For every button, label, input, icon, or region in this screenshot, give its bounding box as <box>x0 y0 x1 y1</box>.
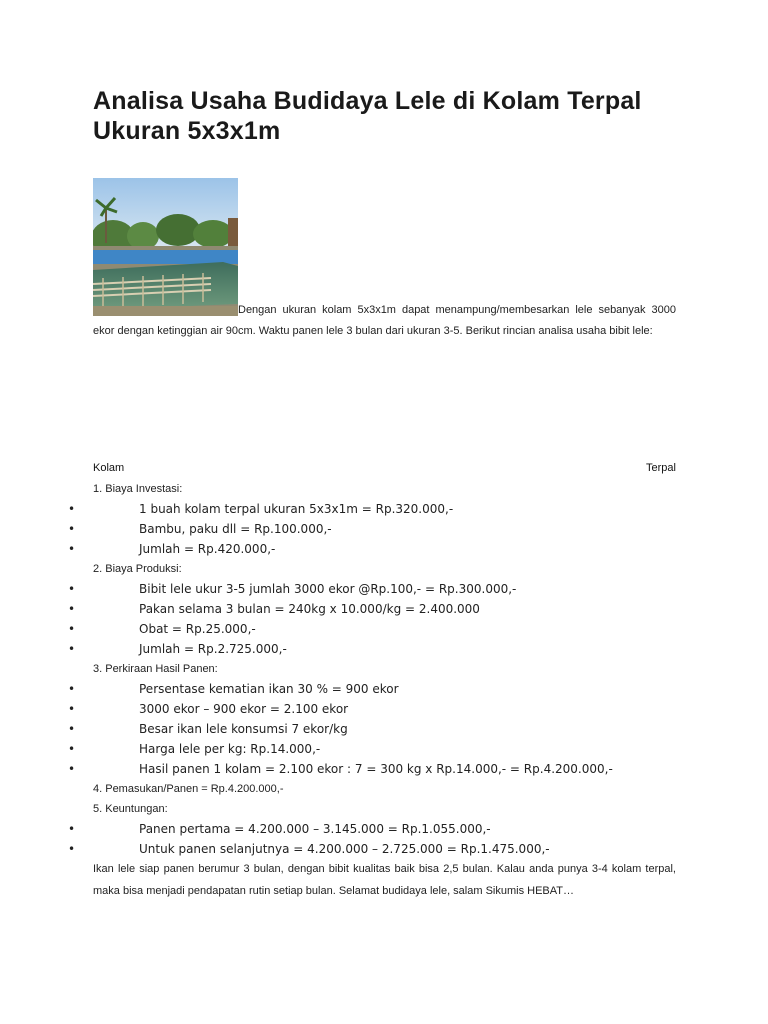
pond-photo-illustration <box>93 178 238 316</box>
list-item: • Pakan selama 3 bulan = 240kg x 10.000/kg = 2.400.000 <box>0 599 768 619</box>
list-item: • Bambu, paku dll = Rp.100.000,- <box>0 519 768 539</box>
list-item: • Hasil panen 1 kolam = 2.100 ekor : 7 = 300 kg x Rp.14.000,- = Rp.4.200.000,- <box>0 759 768 779</box>
closing-paragraph: Ikan lele siap panen berumur 3 bulan, dengan bibit kualitas baik bisa 2,5 bulan. Kalau anda punya 3-4 kolam terpal, maka bisa menjadi pendapatan rutin setiap bulan. Selamat budidaya lele, salam Sikumis HEBAT… <box>93 863 676 897</box>
list-item: • 1 buah kolam terpal ukuran 5x3x1m = Rp.320.000,- <box>0 499 768 519</box>
list-item: • Untuk panen selanjutnya = 4.200.000 – 2.725.000 = Rp.1.475.000,- <box>0 839 768 859</box>
bullet-marker: • <box>68 642 76 656</box>
list-biaya-investasi <box>0 499 768 559</box>
bullet-marker: • <box>68 542 76 556</box>
bullet-marker: • <box>68 602 76 616</box>
bullet-marker: • <box>68 702 76 716</box>
intro-text: Dengan ukuran kolam 5x3x1m dapat menampung/membesarkan lele sebanyak 3000 ekor dengan ketinggian air 90cm. Waktu panen lele 3 bulan dari ukuran 3-5. Berikut rincian analisa usaha bibit lele: <box>93 304 676 337</box>
list-item: • Persentase kematian ikan 30 % = 900 ekor <box>0 679 768 699</box>
section-heading-pemasukan-panen: 4. Pemasukan/Panen = Rp.4.200.000,- <box>93 783 284 795</box>
list-perkiraan-hasil-panen <box>0 679 768 779</box>
page-title: Analisa Usaha Budidaya Lele di Kolam Terpal Ukuran 5x3x1m <box>93 87 642 145</box>
list-item: • Besar ikan lele konsumsi 7 ekor/kg <box>0 719 768 739</box>
intro-image-spacer <box>93 312 238 313</box>
bullet-marker: • <box>68 762 76 776</box>
list-item: • Harga lele per kg: Rp.14.000,- <box>0 739 768 759</box>
bullet-marker: • <box>68 742 76 756</box>
list-item: • Jumlah = Rp.2.725.000,- <box>0 639 768 659</box>
bullet-marker: • <box>68 842 76 856</box>
bullet-marker: • <box>68 822 76 836</box>
list-biaya-produksi <box>0 579 768 659</box>
kolam-label: Kolam <box>93 462 125 474</box>
terpal-label: Terpal <box>646 462 676 474</box>
list-item: • Obat = Rp.25.000,- <box>0 619 768 639</box>
list-item: • Bibit lele ukur 3-5 jumlah 3000 ekor @Rp.100,- = Rp.300.000,- <box>0 579 768 599</box>
bullet-marker: • <box>68 622 76 636</box>
section-heading-keuntungan: 5. Keuntungan: <box>93 803 168 815</box>
kolam-terpal-row <box>93 462 676 474</box>
intro-paragraph <box>93 300 676 342</box>
section-heading-biaya-produksi: 2. Biaya Produksi: <box>93 563 182 575</box>
bullet-marker: • <box>68 722 76 736</box>
list-item: • Panen pertama = 4.200.000 – 3.145.000 = Rp.1.055.000,- <box>0 819 768 839</box>
list-keuntungan <box>0 819 768 859</box>
bullet-marker: • <box>68 582 76 596</box>
bullet-marker: • <box>68 522 76 536</box>
section-heading-biaya-investasi: 1. Biaya Investasi: <box>93 483 183 495</box>
list-item: • Jumlah = Rp.420.000,- <box>0 539 768 559</box>
list-item: • 3000 ekor – 900 ekor = 2.100 ekor <box>0 699 768 719</box>
bullet-marker: • <box>68 682 76 696</box>
section-heading-perkiraan-hasil-panen: 3. Perkiraan Hasil Panen: <box>93 663 218 675</box>
bullet-marker: • <box>68 502 76 516</box>
pond-photo <box>93 178 238 316</box>
